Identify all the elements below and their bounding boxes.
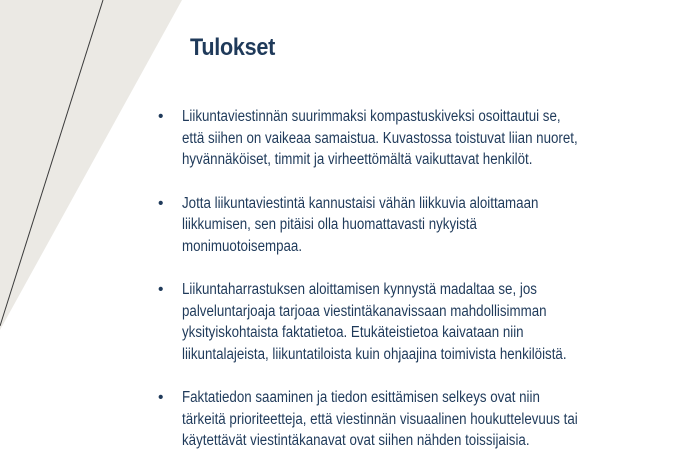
bullet-item-4: [158, 387, 683, 452]
bullet-item-3: [158, 279, 683, 365]
bullet-marker: •: [158, 194, 164, 212]
bullet-line: käytettävät viestintäkanavat ovat siihen nähden toissijaisia.: [182, 432, 530, 449]
bullet-item-1: [158, 106, 683, 171]
slide-title: Tulokset: [190, 34, 276, 61]
bullet-line: Liikuntaviestinnän suurimmaksi kompastuskiveksi osoittautui se,: [182, 108, 561, 125]
bullet-line: Liikuntaharrastuksen aloittamisen kynnystä madaltaa se, jos: [182, 281, 537, 298]
bullet-line: monimuotoisempaa.: [182, 237, 303, 255]
bullet-line: tärkeitä prioriteetteja, että viestinnän visuaalinen houkuttelevuus tai: [182, 410, 578, 428]
bullet-line: liikuntalajeista, liikuntatiloista kuin ohjaajina toimivista henkilöistä.: [182, 345, 567, 363]
bullet-line: Jotta liikuntaviestintä kannustaisi vähän liikkuvia aloittamaan: [182, 194, 539, 212]
bullet-line: yksityiskohtaista faktatietoa. Etukäteistietoa kaivataan niin: [182, 324, 524, 341]
bullet-marker: •: [158, 389, 164, 406]
beige-triangle: [0, 0, 182, 330]
bullet-item-2: [158, 193, 683, 258]
bullet-line: että siihen on vaikeaa samaistua. Kuvastossa toistuvat liian nuoret,: [182, 129, 578, 147]
bullet-marker: •: [158, 108, 164, 125]
bullet-list: [158, 106, 683, 472]
bullet-line: liikkumisen, sen pitäisi olla huomattavasti nykyistä: [182, 216, 477, 233]
bullet-marker: •: [158, 281, 164, 298]
bullet-line: palveluntarjoaja tarjoaa viestintäkanavissaan mahdollisimman: [182, 302, 547, 320]
bullet-line: hyvännäköiset, timmit ja virheettömältä vaikuttavat henkilöt.: [182, 151, 533, 168]
bullet-line: Faktatiedon saaminen ja tiedon esittämisen selkeys ovat niin: [182, 389, 540, 406]
